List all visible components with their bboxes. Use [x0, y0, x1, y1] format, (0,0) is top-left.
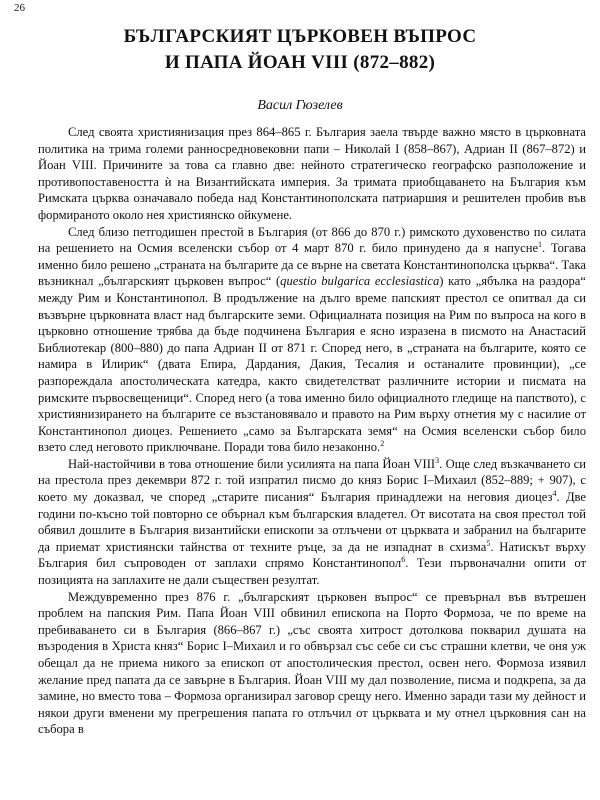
paragraph [38, 589, 586, 738]
paragraph [38, 224, 586, 456]
latin-term: questio bulgarica ecclesiastica [280, 274, 440, 289]
title-line-2: И ПАПА ЙОАН VIII (872–882) [164, 52, 436, 73]
footnote-ref: 2 [380, 439, 385, 449]
author-name: Васил Гюзелев [257, 98, 343, 113]
article-body [38, 124, 586, 738]
paragraph-text: Междувременно през 876 г. „българският църковен въпрос“ се превърнал във вътрешен проблем на папския Рим. Папа Йоан VIII обвинил епископа на Порто Формоза, че по време на пребиваването си в България (866–867 г.) „със своята хитрост дотолкова покварил душата на възродения в Христа княз“ Борис I–Михаил и го обвързал със себе си със страшни клетви, че оня уж обещал да не приема никого за епископ от апостолическия престол, освен него. Формоза изявил желание пред папата да се завърне в България. Йоан VIII му дал позволение, писма и подкрепа, за да замине, но вместо това – Формоза организирал заговор срещу него. Именно заради тази му дейност и някои други вменени му прегрешения папата го отлъчил от църквата и му отнел църковния сан на събора в [38, 589, 586, 737]
paragraph-text: . Натискът върху България бил съпроводен от заплахи спрямо Константинопол [38, 539, 586, 571]
paragraph [38, 456, 586, 589]
footnote-ref: 5 [486, 538, 491, 548]
footnote-ref: 3 [435, 455, 440, 465]
paragraph-text: . Две години по-късно той повторно се обърнал към българския владетел. От висотата на своя престол той обявил дошлите в България византийски епископи за отлъчени от църквата и забранил на българите да приемат християнски тайнства от техните ръце, за да не изпаднат в схизма [38, 490, 586, 554]
paragraph-text: Най-настойчиви в това отношение били усилията на папа Йоан VIII [68, 456, 436, 471]
paragraph [38, 124, 586, 224]
paragraph-text: . Още след възкачването си на престола през декември 872 г. той изпратил писмо до княз Борис I–Михаил (852–889; + 907), с което му доказвал, че според „старите писания“ България принадлежи на неговия диоцез [38, 456, 586, 505]
footnote-ref: 4 [552, 488, 557, 498]
paragraph-text: След своята християнизация през 864–865 г. България заела твърде важно място в църковната политика на трима големи ранносредновековни папи – Николай I (858–867), Адриан II (867–872) и Йоан VIII. Причините за това са главно две: нейното стратегическо географско разположение и противопоставеността ѝ на Византийската империя. За тримата приобщаването на България към Римската църква означавало победа над Константинополската патриаршия и решителен пробив във формираното около нея християнско ойкумене. [38, 125, 586, 222]
paragraph-text: . Тези първоначални опити от позицията на заплахите не дали съществен резултат. [38, 556, 586, 588]
paragraph-text: След близо петгодишен престой в България (от 866 до 870 г.) римското духовенство по силата на решението на Осмия вселенски събор от 4 март 870 г. било принудено да я напусне [38, 224, 586, 256]
title-line-1: БЪЛГАРСКИЯТ ЦЪРКОВЕН ВЪПРОС [123, 26, 477, 47]
footnote-ref: 6 [401, 555, 406, 565]
page-number: 26 [14, 2, 25, 14]
footnote-ref: 1 [538, 239, 543, 249]
paragraph-text: ) като „ябълка на раздора“ между Рим и Константинопол. В продължение на дълго време папският престол се опитвал да си възвърне църковната власт над българските земи. Официалната позиция на Рим по въпроса на кого в църковно отношение трябва да бъде подчинена България е ясно изразена в писмото на Анастасий Библиотекар (800–880) до папа Адриан II от 871 г. Според него, в „страната на българите, която се намира в Илирик“ (двата Епира, Дардания, Дакия, Тесалия и останалите провинции), „се разпореждала апостолическата катедра, както свидетелстват различните истории и писмата на римските първосвещеници“. Според него (а това именно било официалното гледище на папството), с християнизирането на българите се възстановявало и правото на Рим върху отнетия му с насилие от Константинопол диоцез. Решението „само за Българската земя“ на Осмия вселенски събор било взето след неговото приключване. Поради това било незаконно. [38, 274, 586, 455]
paragraph-text: . Тогава именно било решено „страната на българите да се върне на светата Константинополска църква“. Така възникнал „българският църковен въпрос“ ( [38, 241, 586, 289]
